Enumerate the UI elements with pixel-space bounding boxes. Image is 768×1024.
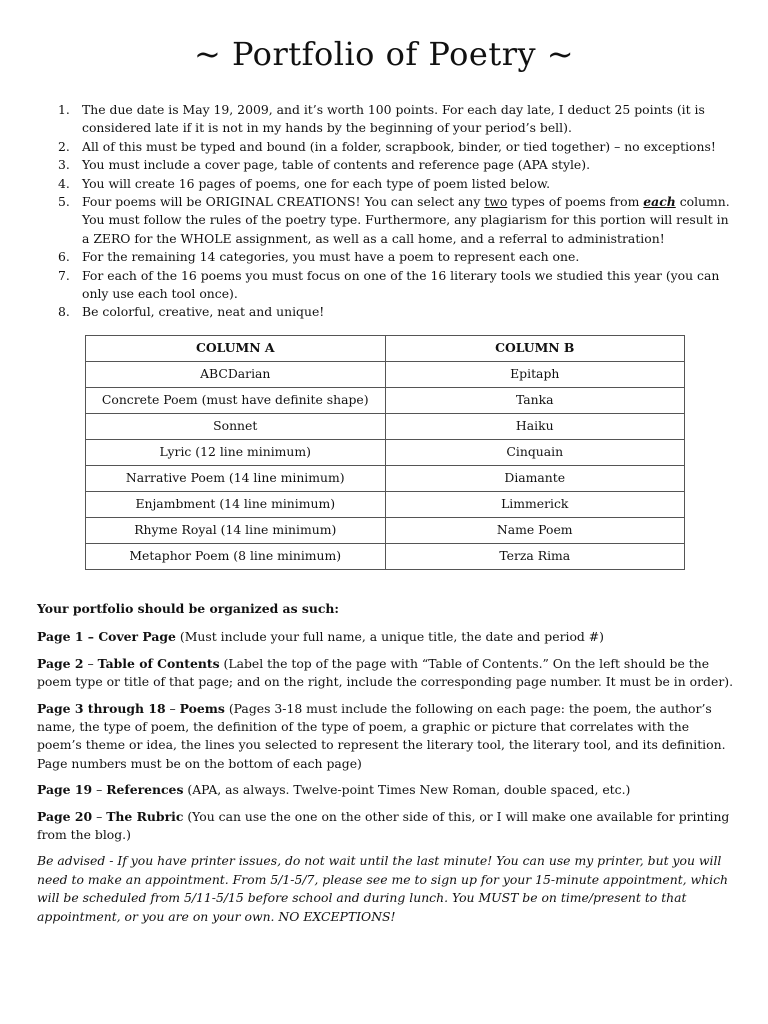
column-b-cell: Limmerick (385, 492, 685, 518)
column-a-cell: Lyric (12 line minimum) (86, 440, 386, 466)
column-b-cell: Terza Rima (385, 544, 685, 570)
column-b-cell: Cinquain (385, 440, 685, 466)
entry-label: Page 19 (37, 782, 93, 798)
column-a-cell: Enjambment (14 line minimum) (86, 492, 386, 518)
column-a-header: COLUMN A (86, 336, 386, 362)
column-b-cell: Name Poem (385, 518, 685, 544)
table-row (86, 466, 685, 492)
column-b-cell: Haiku (385, 414, 685, 440)
entry-label-2: The Rubric (106, 808, 184, 824)
column-a-cell: Narrative Poem (14 line minimum) (86, 466, 386, 492)
list-item (50, 193, 738, 248)
table-row (86, 492, 685, 518)
column-a-cell: ABCDarian (86, 362, 386, 388)
column-a-cell: Sonnet (86, 414, 386, 440)
column-a-cell: Concrete Poem (must have definite shape) (86, 388, 386, 414)
item-text-mid: types of poems from (507, 194, 644, 210)
item-text: The due date is May 19, 2009, and it’s worth 100 points. For each day late, I deduct 25 points (it is considered late if it is not in my hands by the beginning of your period’s bell). (82, 102, 705, 136)
rules-list (50, 101, 738, 322)
table-row (86, 362, 685, 388)
item-text-pre: Four poems will be ORIGINAL CREATIONS! You can select any (82, 194, 485, 210)
item-text: You will create 16 pages of poems, one for each type of poem listed below. (82, 175, 551, 191)
underlined-two: two (484, 194, 508, 210)
underlined-each: each (643, 194, 676, 210)
page-1-entry (37, 628, 737, 646)
item-number: 4. (58, 175, 70, 191)
entry-label-2: Table of Contents (97, 655, 220, 671)
page-3-18-entry (37, 700, 737, 774)
list-item (50, 267, 738, 304)
list-item (50, 101, 738, 138)
entry-separator: – (92, 808, 107, 824)
entry-text: (APA, as always. Twelve-point Times New Roman, double spaced, etc.) (183, 782, 631, 798)
entry-text: (Must include your full name, a unique title, the date and period #) (175, 629, 605, 645)
item-text: For each of the 16 poems you must focus on one of the 16 literary tools we studied this year (you can only use each tool once). (82, 267, 720, 302)
column-b-cell: Epitaph (385, 362, 685, 388)
column-a-cell: Rhyme Royal (14 line minimum) (86, 518, 386, 544)
advisory-note: Be advised - If you have printer issues, do not wait until the last minute! You can use my printer, but you will need to make an appointment. From 5/1-5/7, please see me to sign up for your 15-minute appointment, which will be scheduled from 5/11-5/15 before school and during lunch. You MUST be on time/present to that appointment, or you are on your own. NO EXCEPTIONS! (37, 853, 729, 924)
table-row (86, 414, 685, 440)
page-19-entry (37, 781, 737, 799)
page-20-entry (37, 808, 737, 845)
table-row (86, 518, 685, 544)
item-text: For the remaining 14 categories, you must have a poem to represent each one. (82, 249, 580, 265)
table-row (86, 440, 685, 466)
page-2-entry (37, 655, 737, 692)
list-item (50, 248, 738, 266)
entry-label: Page 1 – Cover Page (37, 629, 176, 645)
item-number: 1. (58, 102, 70, 117)
entry-text: (You can use the one on the other side of this, or I will make one available for printing from the blog.) (37, 808, 730, 843)
entry-label: Page 2 (37, 655, 84, 671)
column-a-cell: Metaphor Poem (8 line minimum) (86, 544, 386, 570)
entry-separator: – (83, 655, 98, 671)
item-number: 3. (58, 157, 70, 173)
table-header-row (86, 336, 685, 362)
item-text: You must include a cover page, table of contents and reference page (APA style). (82, 157, 591, 173)
entry-label-2: Poems (179, 700, 225, 716)
entry-separator: – (92, 782, 107, 798)
item-text: Be colorful, creative, neat and unique! (82, 304, 325, 320)
item-number: 6. (58, 249, 70, 265)
entry-text: (Label the top of the page with “Table of Contents.” On the left should be the poem type or title of that page; and on the right, include the corresponding page number. It must be in order). (37, 655, 734, 690)
list-item (50, 138, 738, 156)
item-number: 2. (58, 138, 70, 154)
column-b-cell: Tanka (385, 388, 685, 414)
entry-text: (Pages 3-18 must include the following on each page: the poem, the author’s name, the type of poem, the definition of the type of poem, a graphic or picture that correlates with the poem’s theme or idea, the lines you selected to represent the literary tool, the literary tool, and its definition. Page numbers must be on the bottom of each page) (37, 700, 726, 771)
organization-section (37, 600, 737, 934)
item-text-post: column. You must follow the rules of the poetry type. Furthermore, any plagiarism for this portion will result in a ZERO for the WHOLE assignment, as well as a call home, and a referral to administration! (82, 194, 730, 246)
item-text: All of this must be typed and bound (in a folder, scrapbook, binder, or tied together) – no exceptions! (82, 138, 716, 154)
column-b-header: COLUMN B (385, 336, 685, 362)
list-item (50, 303, 738, 321)
item-number: 7. (58, 267, 70, 283)
table-row (86, 388, 685, 414)
entry-label: Page 3 through 18 (37, 700, 166, 716)
poem-types-table (85, 335, 685, 570)
page-title: ~ Portfolio of Poetry ~ (193, 35, 575, 73)
entry-separator: – (165, 700, 180, 716)
list-item (50, 175, 738, 193)
entry-label-2: References (106, 782, 184, 798)
item-number: 8. (58, 304, 70, 320)
entry-label: Page 20 (37, 808, 93, 824)
organization-heading: Your portfolio should be organized as such: (37, 601, 339, 616)
column-b-cell: Diamante (385, 466, 685, 492)
list-item (50, 156, 738, 174)
table-row (86, 544, 685, 570)
item-number: 5. (58, 194, 70, 210)
